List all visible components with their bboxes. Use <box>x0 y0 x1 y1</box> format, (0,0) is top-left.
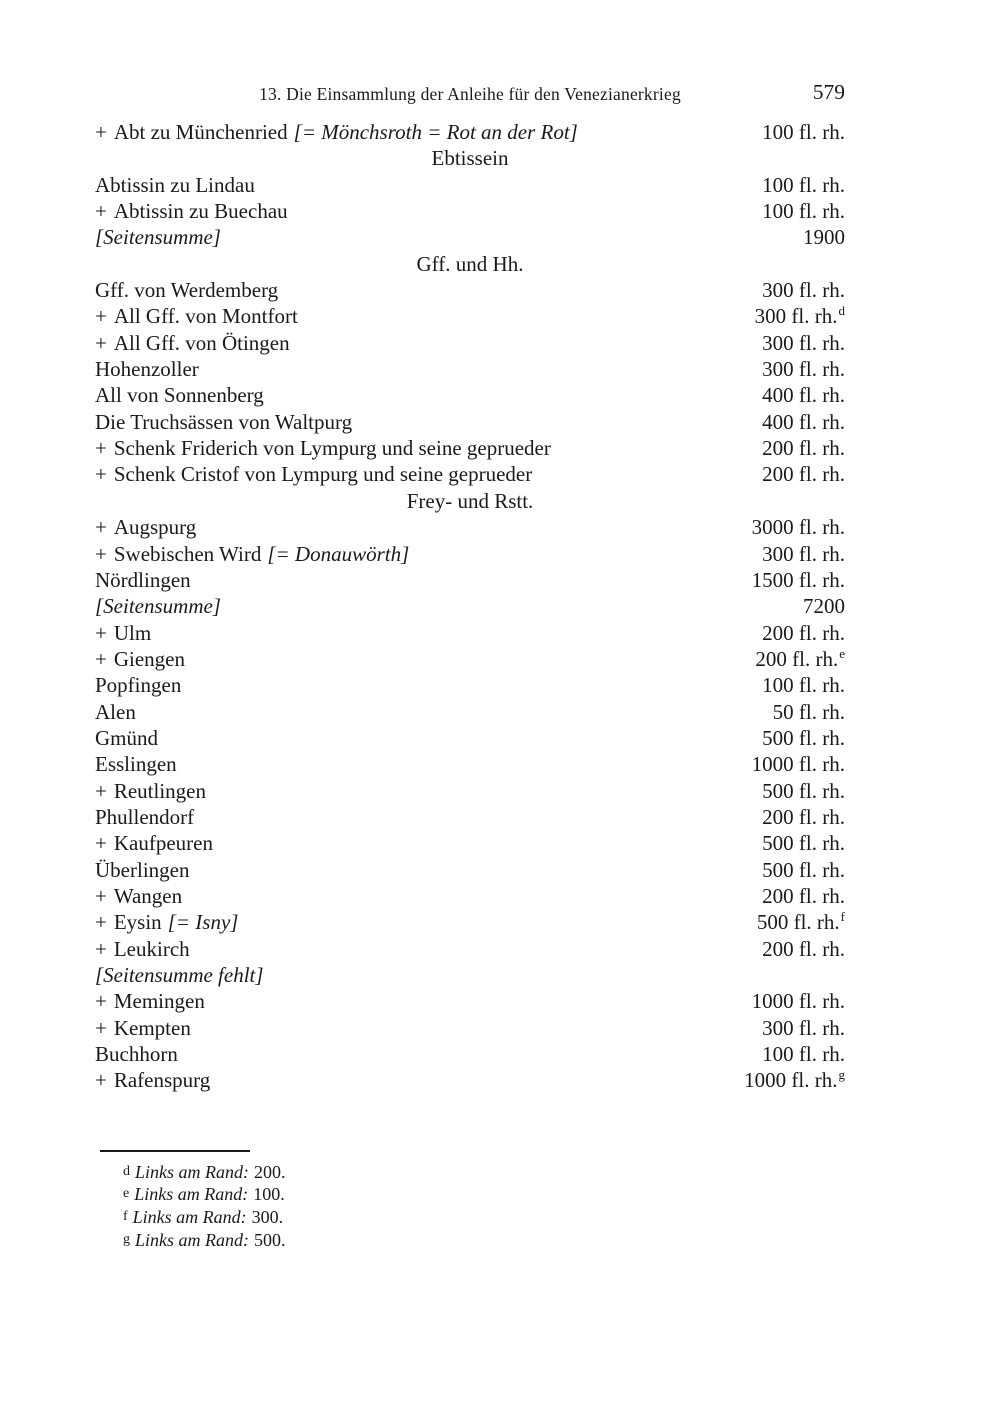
footnote <box>95 1183 845 1206</box>
entry-name-label: Memingen <box>113 989 205 1014</box>
entry-name-label: All Gff. von Ötingen <box>113 330 290 355</box>
entry-row <box>95 330 845 356</box>
entry-name-label: Phullendorf <box>95 804 195 829</box>
entry-amount: 200 fl. rh. <box>762 436 845 461</box>
entry-name <box>95 962 264 988</box>
entry-row <box>95 1015 845 1041</box>
entry-name <box>95 435 551 461</box>
entry-name <box>95 461 532 487</box>
entry-name <box>95 514 196 540</box>
entry-name <box>95 804 194 830</box>
entry-row <box>95 409 845 435</box>
plus-marker: + <box>95 120 107 144</box>
entry-amount: 100 fl. rh. <box>762 1042 845 1067</box>
entry-amount: 200 fl. rh. <box>762 804 845 829</box>
entry-amount: 300 fl. rh.$^d$ <box>754 303 845 329</box>
running-title: 13. Die Einsammlung der Anleihe für den Venezianerkrieg <box>259 84 681 104</box>
entry-amount: 300 fl. rh. <box>762 278 845 303</box>
footnote-label: Links am Rand: <box>135 1161 249 1182</box>
entry-row <box>95 909 845 935</box>
section-heading-label: Ebtissein <box>431 146 509 171</box>
footnote-mark: d <box>838 303 845 319</box>
entry-amount: 300 fl. rh. <box>762 541 845 566</box>
footnote-value: 100. <box>253 1184 285 1205</box>
entry-row <box>95 1041 845 1067</box>
footnote <box>95 1161 845 1184</box>
plus-marker: + <box>95 462 107 487</box>
entry-name <box>95 725 158 751</box>
plus-marker: + <box>95 1068 107 1093</box>
entry-name <box>95 646 185 672</box>
entry-name <box>95 1041 178 1067</box>
section-heading <box>95 251 845 277</box>
page-header <box>95 80 845 107</box>
entry-name <box>95 356 199 382</box>
entry-amount: 500 fl. rh. <box>762 725 845 750</box>
entry-name <box>95 1015 191 1041</box>
entry-amount: 200 fl. rh. <box>762 936 845 961</box>
entry-amount: 500 fl. rh. <box>762 831 845 856</box>
entry-amount: 400 fl. rh. <box>762 383 845 408</box>
section-heading <box>95 488 845 514</box>
entry-amount: 200 fl. rh.$^e$ <box>755 645 845 671</box>
entry-amount: 1000 fl. rh. <box>751 752 845 777</box>
entry-name <box>95 303 298 329</box>
footnote-label: Links am Rand: <box>132 1207 247 1228</box>
entry-name <box>95 409 352 435</box>
footnote-mark: e <box>123 1186 130 1202</box>
entry-amount: 1500 fl. rh. <box>751 567 845 592</box>
entry-amount: 7200 <box>803 594 845 619</box>
entry-name <box>95 883 182 909</box>
entry-name <box>95 988 205 1014</box>
plus-marker: + <box>95 910 107 935</box>
entry-name <box>95 119 578 145</box>
levy-list <box>95 119 845 1094</box>
entry-row <box>95 119 845 145</box>
footnote-mark: f <box>123 1209 128 1225</box>
entry-amount: 400 fl. rh. <box>762 409 845 434</box>
entry-row <box>95 699 845 725</box>
entry-name <box>95 172 255 198</box>
entry-name <box>95 699 136 725</box>
entry-name-label: [Seitensumme] <box>95 225 221 250</box>
entry-name-label: Die Truchsässen von Waltpurg <box>95 409 353 434</box>
entry-name <box>95 830 213 856</box>
footnote <box>95 1206 845 1229</box>
entry-row <box>95 751 845 777</box>
entry-amount: 1900 <box>803 225 845 250</box>
entry-row <box>95 514 845 540</box>
plus-marker: + <box>95 1015 107 1040</box>
footnote-mark: g <box>838 1067 845 1083</box>
section-heading <box>95 145 845 171</box>
entry-name-label: Überlingen <box>95 857 190 882</box>
entry-name <box>95 620 151 646</box>
entry-row <box>95 277 845 303</box>
page-sum-row <box>95 224 845 250</box>
entry-amount: 200 fl. rh. <box>762 883 845 908</box>
entry-row <box>95 778 845 804</box>
entry-row <box>95 356 845 382</box>
entry-row <box>95 988 845 1014</box>
entry-name-label: Gmünd <box>95 725 158 750</box>
footnote-label: Links am Rand: <box>135 1229 249 1250</box>
entry-name-label: Gff. von Werdemberg <box>95 278 279 303</box>
entry-name-label: All Gff. von Montfort <box>113 304 298 329</box>
entry-name <box>95 1067 210 1093</box>
plus-marker: + <box>95 515 107 540</box>
entry-name-label: Augspurg <box>113 515 197 540</box>
entry-amount: 500 fl. rh.$^f$ <box>756 909 845 935</box>
entry-name <box>95 198 288 224</box>
footnotes <box>95 1150 845 1252</box>
editorial-note: [= Donauwörth] <box>267 541 410 566</box>
entry-row <box>95 725 845 751</box>
entry-name <box>95 936 190 962</box>
entry-name-label: Reutlingen <box>113 778 206 803</box>
entry-row <box>95 1067 845 1093</box>
entry-name-label: Rafenspurg <box>113 1068 211 1093</box>
plus-marker: + <box>95 304 107 329</box>
section-heading-label: Frey- und Rstt. <box>406 488 534 513</box>
entry-name-label: Wangen <box>113 883 183 908</box>
entry-name-label: Leukirch <box>113 936 190 961</box>
entry-name-label: Eysin <box>113 910 162 935</box>
entry-name-label: Schenk Friderich von Lympurg und seine geprueder <box>113 436 551 461</box>
footnote-mark: e <box>839 645 845 661</box>
entry-amount: 100 fl. rh. <box>762 199 845 224</box>
entry-name <box>95 277 278 303</box>
entry-amount: 1000 fl. rh. <box>751 989 845 1014</box>
entry-amount: 300 fl. rh. <box>762 1015 845 1040</box>
entry-row <box>95 620 845 646</box>
entry-name <box>95 593 221 619</box>
entry-amount: 500 fl. rh. <box>762 857 845 882</box>
entry-name-label: Hohenzoller <box>95 357 199 382</box>
entry-amount: 200 fl. rh. <box>762 620 845 645</box>
plus-marker: + <box>95 541 107 566</box>
plus-marker: + <box>95 883 107 908</box>
plus-marker: + <box>95 778 107 803</box>
editorial-note: [= Isny] <box>167 910 239 935</box>
entry-name-label: [Seitensumme fehlt] <box>95 963 264 987</box>
entry-name <box>95 857 189 883</box>
entry-name-label: Kempten <box>113 1015 191 1040</box>
entry-name-label: Abtissin zu Lindau <box>95 172 255 197</box>
entry-amount: 300 fl. rh. <box>762 357 845 382</box>
entry-name-label: Abt zu Münchenried <box>113 120 288 144</box>
entry-name-label: Swebischen Wird <box>113 541 262 566</box>
entry-name-label: Buchhorn <box>95 1042 178 1067</box>
page-number: 579 <box>812 80 845 104</box>
entry-row <box>95 461 845 487</box>
entry-amount: 200 fl. rh. <box>762 462 845 487</box>
entry-amount: 500 fl. rh. <box>762 778 845 803</box>
plus-marker: + <box>95 330 107 355</box>
entry-row <box>95 883 845 909</box>
entry-row <box>95 646 845 672</box>
entry-amount: 1000 fl. rh.$^g$ <box>744 1067 845 1093</box>
plus-marker: + <box>95 646 107 671</box>
entry-name <box>95 672 181 698</box>
entry-row <box>95 435 845 461</box>
entry-row <box>95 172 845 198</box>
entry-amount: 100 fl. rh. <box>762 172 845 197</box>
entry-amount: 300 fl. rh. <box>762 330 845 355</box>
entry-amount: 3000 fl. rh. <box>751 515 845 540</box>
plus-marker: + <box>95 199 107 224</box>
footnote-mark: g <box>123 1231 130 1247</box>
entry-name-label: Nördlingen <box>95 567 191 592</box>
footnote-value: 500. <box>254 1229 286 1250</box>
plus-marker: + <box>95 831 107 856</box>
footnote-label: Links am Rand: <box>134 1184 249 1205</box>
entry-name <box>95 778 206 804</box>
entry-row <box>95 198 845 224</box>
entry-name-label: [Seitensumme] <box>95 594 221 619</box>
footnote-mark: f <box>840 909 845 925</box>
plus-marker: + <box>95 620 107 645</box>
entry-name-label: Giengen <box>113 646 185 671</box>
entry-amount: 100 fl. rh. <box>762 673 845 698</box>
entry-name <box>95 751 177 777</box>
page-sum-row <box>95 962 845 988</box>
entry-name <box>95 541 409 567</box>
entry-name-label: Abtissin zu Buechau <box>113 199 288 224</box>
entry-name-label: Kaufpeuren <box>113 831 213 856</box>
entry-name <box>95 330 290 356</box>
footnote-value: 200. <box>254 1161 286 1182</box>
entry-row <box>95 303 845 329</box>
plus-marker: + <box>95 936 107 961</box>
entry-name-label: Esslingen <box>95 752 177 777</box>
entry-name-label: Alen <box>95 699 136 724</box>
entry-name <box>95 382 264 408</box>
entry-name <box>95 567 191 593</box>
entry-name-label: Popfingen <box>95 673 182 698</box>
footnote-rule <box>100 1150 250 1152</box>
entry-name-label: All von Sonnenberg <box>95 383 264 408</box>
footnote-value: 300. <box>251 1207 284 1228</box>
entry-row <box>95 672 845 698</box>
section-heading-label: Gff. und Hh. <box>416 251 524 276</box>
entry-name-label: Ulm <box>113 620 152 645</box>
footnote <box>95 1229 845 1252</box>
entry-row <box>95 830 845 856</box>
entry-row <box>95 804 845 830</box>
entry-row <box>95 567 845 593</box>
entry-row <box>95 382 845 408</box>
page-sum-row <box>95 593 845 619</box>
footnote-list <box>95 1161 845 1252</box>
entry-name <box>95 909 238 935</box>
entry-name <box>95 224 221 250</box>
entry-row <box>95 936 845 962</box>
footnote-mark: d <box>123 1163 130 1179</box>
entry-amount: 50 fl. rh. <box>772 699 845 724</box>
editorial-note: [= Mönchsroth = Rot an der Rot] <box>293 120 578 144</box>
plus-marker: + <box>95 989 107 1014</box>
entry-row <box>95 857 845 883</box>
entry-row <box>95 541 845 567</box>
plus-marker: + <box>95 436 107 461</box>
entry-name-label: Schenk Cristof von Lympurg und seine geprueder <box>113 462 533 487</box>
entry-amount: 100 fl. rh. <box>762 120 845 144</box>
